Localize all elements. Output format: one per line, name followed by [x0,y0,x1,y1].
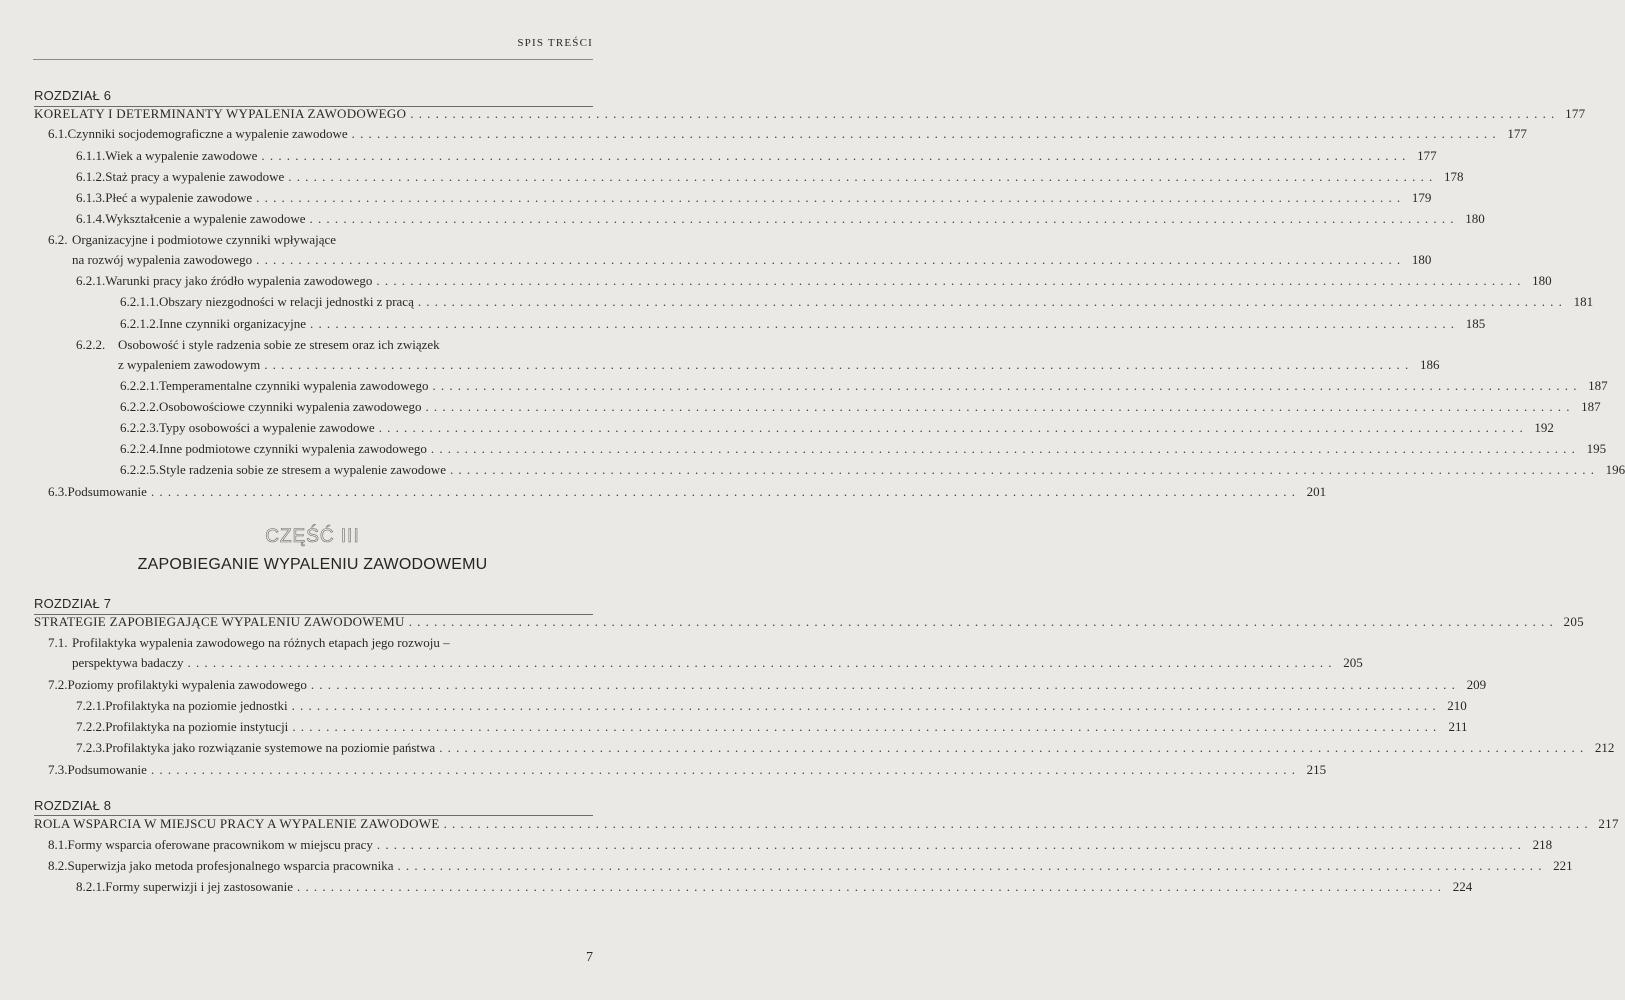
dot-leader: ........................................................................................................................................ [378,420,1528,435]
toc-entry-title: Osobowość i style radzenia sobie ze stresem oraz ich związek [118,337,440,352]
toc-entry-number: 7.2.2. [76,719,106,734]
toc-page-number: 186 [1419,357,1440,372]
toc-page-number: 192 [1534,420,1554,435]
dot-leader: ........................................................................................................................................ [291,698,1441,713]
toc-entry-title: Profilaktyka na poziomie jednostki [105,698,288,713]
toc-entry-6-2[interactable] [72,250,1432,270]
toc-entry-6-2-line1 [48,230,336,250]
toc-page-number: 179 [1411,190,1432,205]
toc-entry-number: 6.1. [48,126,68,141]
running-head: SPIS TREŚCI [517,37,593,49]
toc-entry-number: 6.2. [48,232,68,247]
dot-leader: ........................................................................................................................................ [410,106,1560,121]
toc-entry-title: Superwizja jako metoda profesjonalnego wsparcia pracownika [67,858,394,873]
toc-page-number: 178 [1443,169,1464,184]
toc-entry-number: 6.2.2.1. [120,378,159,393]
toc-entry-title: Poziomy profilaktyki wypalenia zawodowego [67,677,307,692]
toc-entry-7-2-2[interactable] [76,717,1468,737]
toc-entry-7-1-line1 [48,633,450,653]
toc-entry-title: Typy osobowości a wypalenie zawodowe [159,420,375,435]
dot-leader: ........................................................................................................................................ [397,858,1547,873]
toc-entry-8-1[interactable] [48,835,1553,855]
toc-page-number: 224 [1452,879,1473,894]
toc-entry-title: Wiek a wypalenie zawodowe [105,148,258,163]
toc-entry-number: 6.2.2.5. [120,462,159,477]
part-title: ZAPOBIEGANIE WYPALENIU ZAWODOWEMU [137,556,488,573]
toc-entry-number: 8.1. [48,837,68,852]
dot-leader: ........................................................................................................................................ [417,294,1568,309]
toc-entry-title: Osobowościowe czynniki wypalenia zawodowego [159,399,422,414]
toc-entry-title: Staż pracy a wypalenie zawodowe [105,169,285,184]
toc-entry-6-2-2-4[interactable] [120,439,1607,459]
toc-entry-title: STRATEGIE ZAPOBIEGAJĄCE WYPALENIU ZAWODOWEMU [34,614,405,629]
toc-entry-number: 8.2.1. [76,879,106,894]
toc-page-number: 177 [1565,106,1586,121]
toc-page-number: 210 [1447,698,1467,713]
toc-page-number: 212 [1594,740,1615,755]
toc-entry-6-2-2-line1 [76,335,440,355]
dot-leader: ........................................................................................................................................ [187,655,1337,670]
toc-entry-title: Profilaktyka wypalenia zawodowego na różnych etapach jego rozwoju – [72,635,450,650]
toc-entry-6-1-3[interactable] [76,188,1432,208]
toc-entry-number: 7.3. [48,762,68,777]
toc-entry-title: Inne czynniki organizacyjne [159,316,307,331]
toc-entry-title-continued: z wypaleniem zawodowym [118,357,261,372]
toc-page-number: 180 [1411,252,1432,267]
toc-entry-title: Podsumowanie [67,762,147,777]
toc-entry-number: 6.3. [48,484,68,499]
chapter-8-label: ROZDZIAŁ 8 [34,798,112,813]
toc-entry-6-2-2-2[interactable] [120,397,1601,417]
toc-entry-6-2-2-5[interactable] [120,460,1625,480]
toc-page-number: 205 [1343,655,1363,670]
toc-entry-title-continued: perspektywa badaczy [72,655,184,670]
dot-leader: ........................................................................................................................................ [310,316,1460,331]
toc-entry-6-2-2[interactable] [118,355,1440,375]
toc-entry-title: KORELATY I DETERMINANTY WYPALENIA ZAWODOWEGO [34,106,407,121]
toc-entry-title: Warunki pracy jako źródło wypalenia zawodowego [105,273,373,288]
toc-entry-number: 6.1.3. [76,190,106,205]
toc-page-number: 187 [1581,399,1601,414]
dot-leader: ........................................................................................................................................ [256,252,1406,267]
dot-leader: ........................................................................................................................................ [425,399,1575,414]
toc-entry-7-2-3[interactable] [76,738,1615,758]
toc-entry-title: Podsumowanie [67,484,147,499]
toc-entry-number: 6.2.1.2. [120,316,159,331]
toc-entry-7-1[interactable] [72,653,1363,673]
toc-entry-title: Formy wsparcia oferowane pracownikom w miejscu pracy [67,837,373,852]
dot-leader: ........................................................................................................................................ [261,148,1411,163]
toc-entry-6-2-1-1[interactable] [120,292,1594,312]
dot-leader: ........................................................................................................................................ [430,441,1581,456]
dot-leader: ........................................................................................................................................ [449,462,1600,477]
toc-page-number: 217 [1598,816,1619,831]
toc-entry-title: Inne podmiotowe czynniki wypalenia zawodowego [159,441,427,456]
toc-entry-number: 6.2.2.2. [120,399,159,414]
toc-entry-7-2[interactable] [48,675,1487,695]
dot-leader: ........................................................................................................................................ [288,169,1438,184]
chapter-6-label: ROZDZIAŁ 6 [34,88,112,103]
dot-leader: ........................................................................................................................................ [351,126,1501,141]
toc-entry-title: Style radzenia sobie ze stresem a wypalenie zawodowe [159,462,446,477]
dot-leader: ........................................................................................................................................ [264,357,1414,372]
toc-entry-number: 6.2.1.1. [120,294,159,309]
toc-entry-number: 7.2.1. [76,698,106,713]
toc-entry-title: Płeć a wypalenie zawodowe [105,190,253,205]
toc-page-number: 196 [1605,462,1625,477]
toc-entry-6-1-4[interactable] [76,209,1485,229]
dot-leader: ........................................................................................................................................ [150,484,1301,499]
toc-page-number: 177 [1417,148,1437,163]
toc-page-number: 180 [1465,211,1485,226]
dot-leader: ........................................................................................................................................ [292,719,1442,734]
toc-entry-6-1[interactable] [48,124,1527,144]
dot-leader: ........................................................................................................................................ [256,190,1406,205]
toc-entry-number: 6.1.2. [76,169,106,184]
toc-entry-title: Formy superwizji i jej zastosowanie [105,879,293,894]
toc-entry-number: 8.2. [48,858,68,873]
toc-entry-title: ROLA WSPARCIA W MIEJSCU PRACY A WYPALENIE ZAWODOWE [34,816,440,831]
toc-entry-6-1-1[interactable] [76,146,1437,166]
dot-leader: ........................................................................................................................................ [432,378,1582,393]
toc-entry-8-2-1[interactable] [76,877,1473,897]
dot-leader: ........................................................................................................................................ [297,879,1447,894]
toc-entry-number: 7.2.3. [76,740,106,755]
toc-entry-title: Wykształcenie a wypalenie zawodowe [105,211,306,226]
toc-entry-6-2-2-1[interactable] [120,376,1608,396]
toc-entry-number: 7.1. [48,635,68,650]
toc-entry-title-continued: na rozwój wypalenia zawodowego [72,252,253,267]
toc-entry-chapter-6-title[interactable] [34,104,1586,124]
toc-page-number: 181 [1573,294,1594,309]
toc-page-number: 187 [1588,378,1608,393]
toc-entry-7-2-1[interactable] [76,696,1467,716]
chapter-7-label: ROZDZIAŁ 7 [34,596,112,611]
toc-entry-number: 6.2.2.3. [120,420,159,435]
dot-leader: ........................................................................................................................................ [443,816,1593,831]
toc-entry-number: 6.2.1. [76,273,106,288]
dot-leader: ........................................................................................................................................ [310,677,1461,692]
toc-page-number: 195 [1586,441,1607,456]
header-rule [33,59,593,60]
toc-entry-title: Profilaktyka na poziomie instytucji [105,719,289,734]
toc-entry-title: Organizacyjne i podmiotowe czynniki wpływające [72,232,337,247]
toc-entry-title: Temperamentalne czynniki wypalenia zawodowego [159,378,429,393]
toc-entry-6-3[interactable] [48,482,1327,502]
toc-page-number: 185 [1465,316,1486,331]
toc-entry-6-1-2[interactable] [76,167,1464,187]
dot-leader: ........................................................................................................................................ [408,614,1558,629]
toc-page-number: 221 [1553,858,1573,873]
toc-entry-7-3[interactable] [48,760,1327,780]
dot-leader: ........................................................................................................................................ [376,837,1527,852]
page-number: 7 [586,950,593,965]
dot-leader: ........................................................................................................................................ [309,211,1459,226]
toc-entry-number: 6.1.1. [76,148,106,163]
toc-entry-number: 6.2.2.4. [120,441,159,456]
toc-page-number: 209 [1466,677,1487,692]
toc-entry-number: 6.2.2. [76,337,106,352]
toc-entry-6-2-2-3[interactable] [120,418,1554,438]
toc-entry-chapter-8-title[interactable] [34,814,1619,834]
part-label: CZĘŚĆ III [265,526,360,547]
toc-entry-title: Obszary niezgodności w relacji jednostki z pracą [159,294,414,309]
dot-leader: ........................................................................................................................................ [150,762,1301,777]
toc-entry-6-2-1[interactable] [76,271,1552,291]
toc-entry-number: 6.1.4. [76,211,106,226]
toc-page-number: 205 [1563,614,1584,629]
toc-entry-6-2-1-2[interactable] [120,314,1486,334]
toc-entry-8-2[interactable] [48,856,1573,876]
dot-leader: ........................................................................................................................................ [439,740,1589,755]
toc-entry-title: Czynniki socjodemograficzne a wypalenie zawodowe [67,126,348,141]
toc-entry-title: Profilaktyka jako rozwiązanie systemowe na poziomie państwa [105,740,436,755]
toc-page-number: 215 [1306,762,1327,777]
toc-entry-chapter-7-title[interactable] [34,612,1584,632]
toc-page-number: 218 [1532,837,1553,852]
toc-page-number: 201 [1306,484,1327,499]
dot-leader: ........................................................................................................................................ [376,273,1526,288]
toc-page-number: 180 [1532,273,1552,288]
toc-page-number: 177 [1507,126,1527,141]
toc-entry-number: 7.2. [48,677,68,692]
toc-page-number: 211 [1448,719,1468,734]
